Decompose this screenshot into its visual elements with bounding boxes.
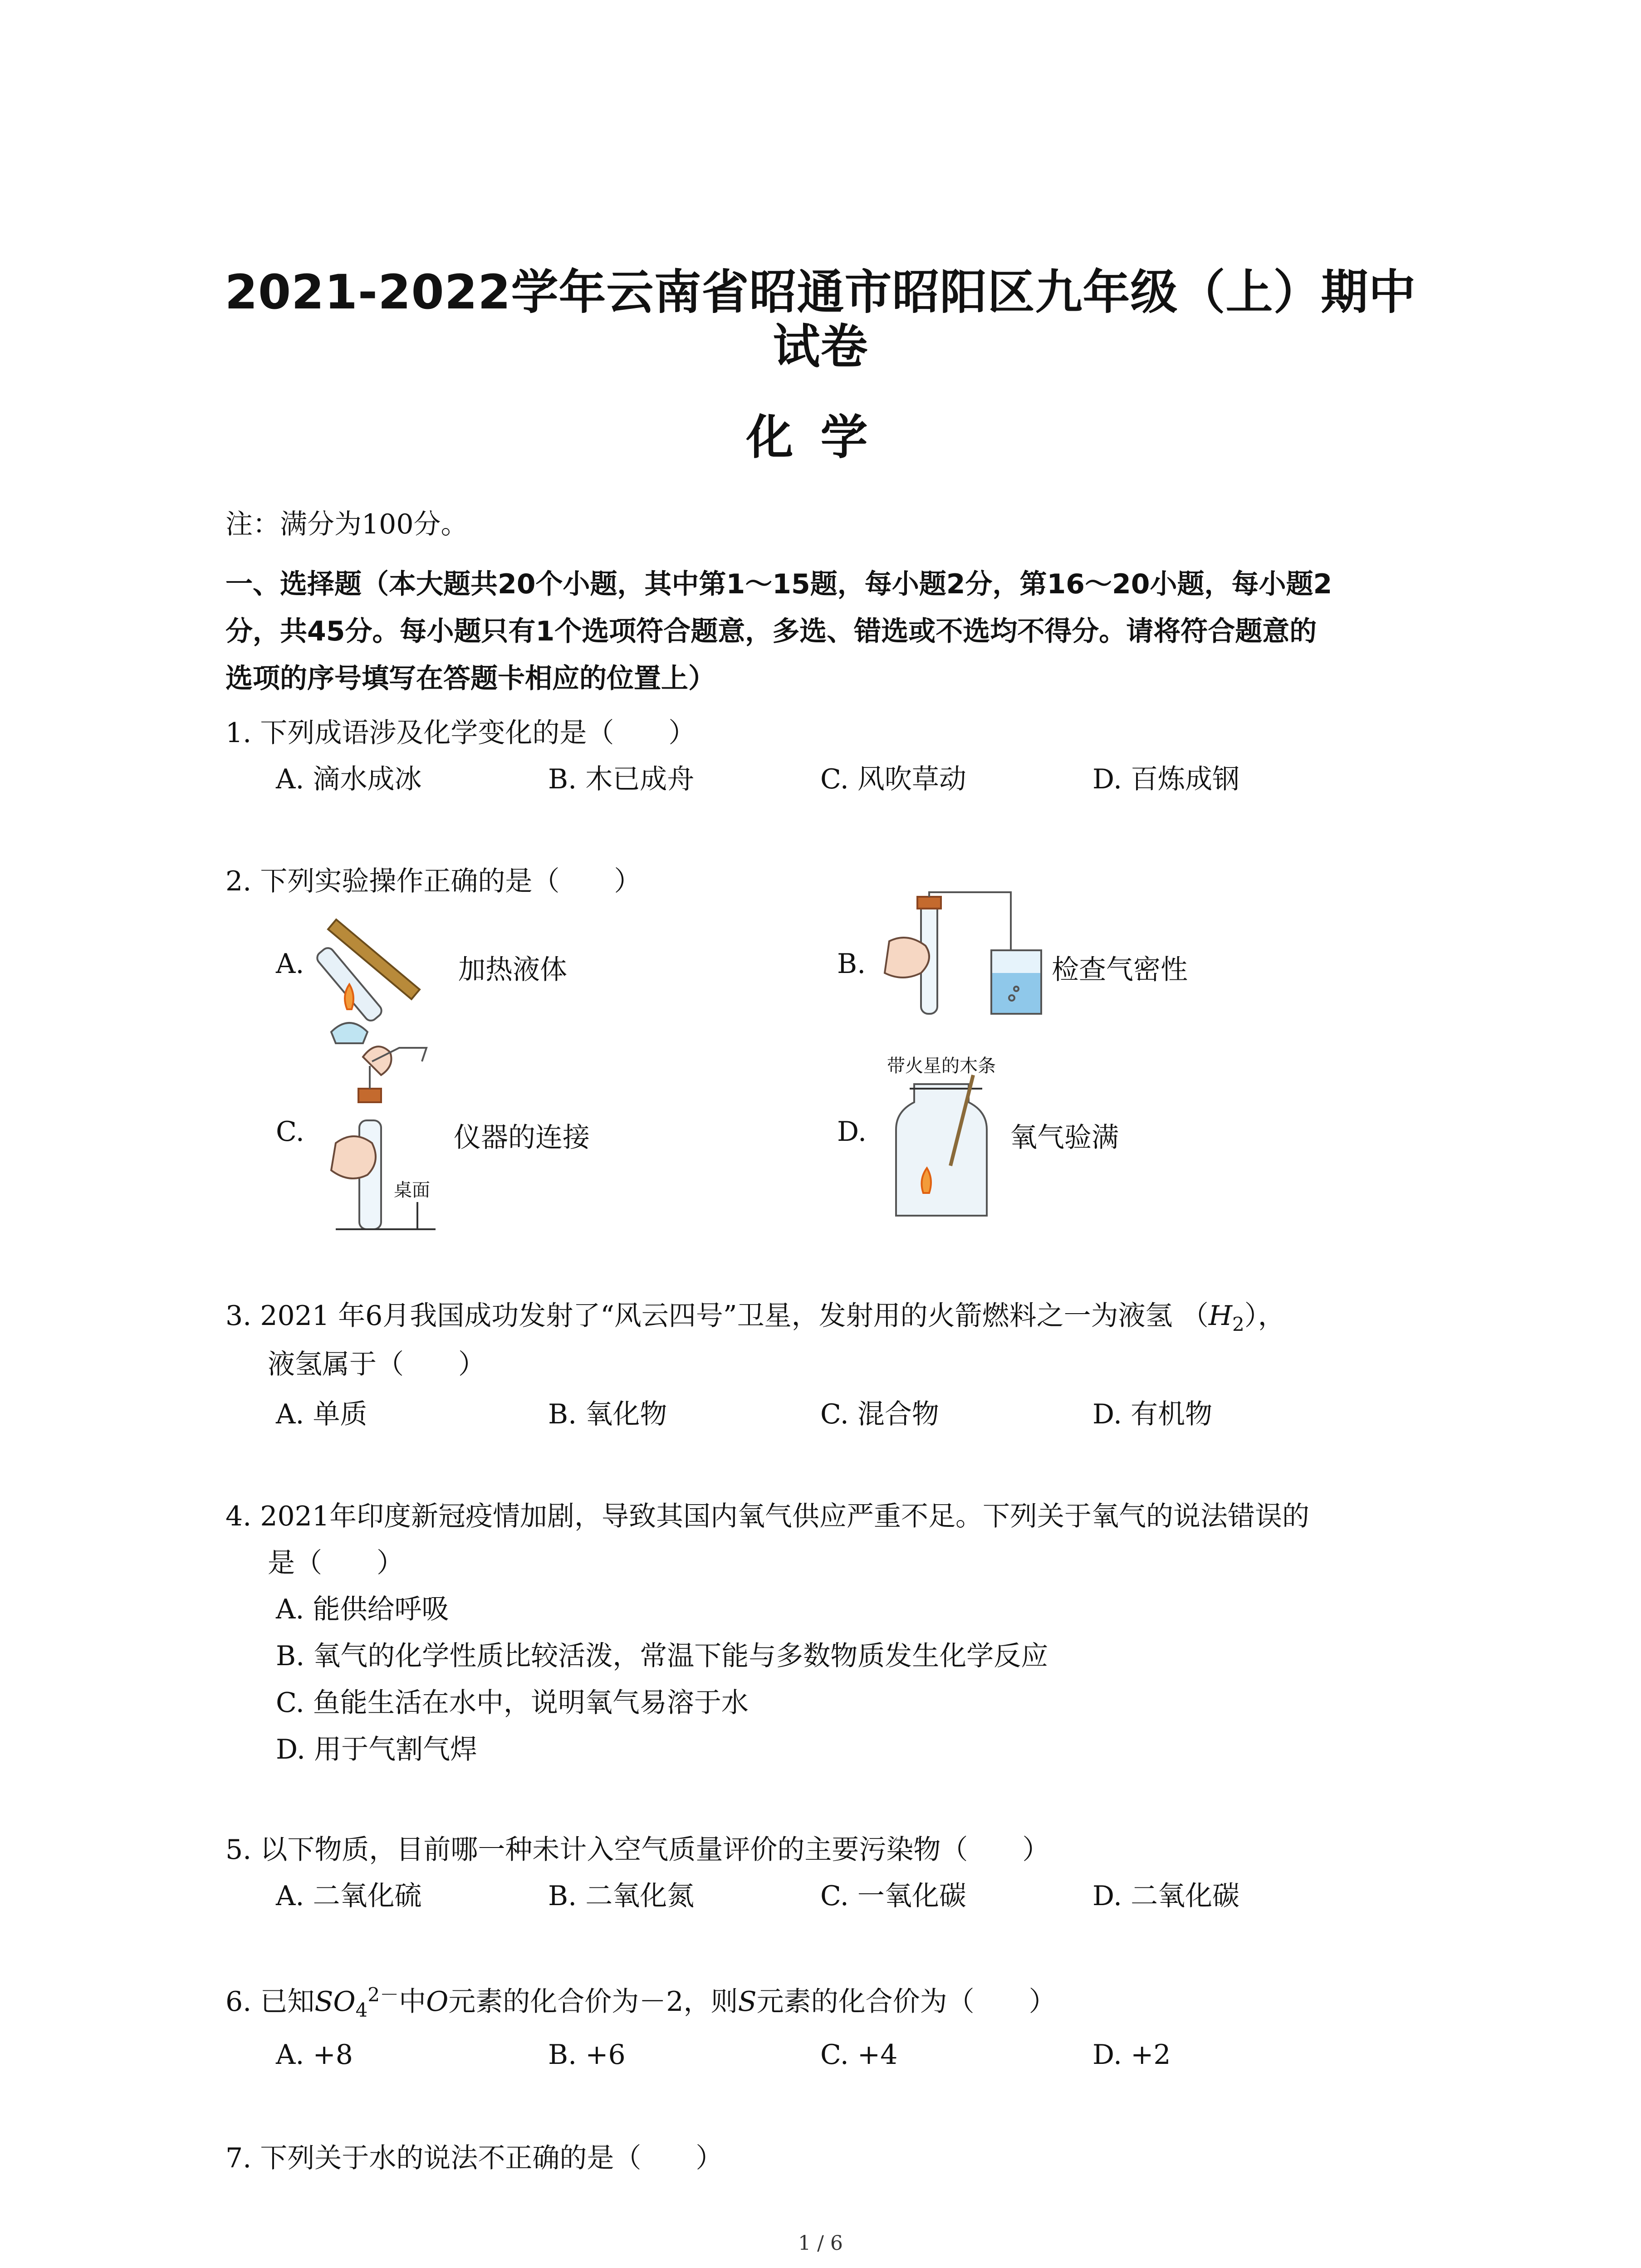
q3-option-a: A. 单质	[276, 1398, 367, 1430]
q3-option-c: C. 混合物	[820, 1398, 939, 1430]
q6-option-c: C. +4	[820, 2039, 898, 2071]
q6-option-a: A. +8	[276, 2039, 353, 2071]
q1-option-b: B. 木已成舟	[548, 763, 695, 795]
q6-stem	[225, 1980, 1056, 2021]
q2-option-c-caption: 仪器的连接	[454, 1122, 590, 1154]
q3-option-b: B. 氧化物	[548, 1398, 667, 1430]
q6-mid2: 元素的化合价为－2，则	[448, 1986, 738, 2018]
exam-title-line2: 试卷	[773, 319, 868, 374]
airtightness-check-icon	[880, 887, 1062, 1023]
q4-stem-line2: 是（ ）	[268, 1547, 404, 1579]
q2-option-b-caption: 检查气密性	[1052, 954, 1188, 986]
q6-ion-base: SO	[314, 1986, 356, 2018]
q6-s-symbol: S	[738, 1986, 757, 2018]
q6-ion-sub: 4	[355, 1999, 368, 2021]
score-note: 注：满分为100分。	[225, 508, 468, 540]
q6-o-symbol: O	[426, 1986, 449, 2018]
section-heading-line2: 分，共45分。每小题只有1个选项符合题意，多选、错选或不选均不得分。请将符合题意的	[225, 616, 1317, 647]
q3-formula-close: ），	[1244, 1300, 1285, 1332]
q5-option-c: C. 一氧化碳	[820, 1880, 966, 1912]
q1-option-c: C. 风吹草动	[820, 763, 966, 795]
q5-option-a: A. 二氧化硫	[276, 1880, 422, 1912]
q7-stem: 7. 下列关于水的说法不正确的是（ ）	[225, 2142, 723, 2174]
q3-formula-open: （	[1181, 1300, 1209, 1332]
q2-option-c-letter: C.	[276, 1116, 304, 1148]
q6-ion-sup: 2－	[367, 1984, 399, 2006]
q5-option-b: B. 二氧化氮	[548, 1880, 695, 1912]
q2-option-d-caption: 氧气验满	[1010, 1122, 1119, 1154]
q6-mid1: 中	[399, 1986, 426, 2018]
q4-option-b: B. 氧气的化学性质比较活泼，常温下能与多数物质发生化学反应	[276, 1640, 1048, 1672]
q2-option-c-table-label: 桌面	[394, 1180, 430, 1201]
q6-suffix: 元素的化合价为（ ）	[756, 1986, 1056, 2018]
q4-option-a: A. 能供给呼吸	[276, 1593, 449, 1625]
q1-option-d: D. 百炼成钢	[1092, 763, 1240, 795]
q1-stem: 1. 下列成语涉及化学变化的是（ ）	[225, 717, 696, 749]
q6-prefix: 6. 已知	[225, 1986, 315, 2018]
q2-option-a-caption: 加热液体	[458, 954, 567, 986]
q2-option-d-letter: D.	[837, 1116, 867, 1148]
q6-option-d: D. +2	[1092, 2039, 1171, 2071]
exam-subject: 化学	[746, 410, 895, 465]
q2-option-d-top-label: 带火星的木条	[887, 1056, 996, 1076]
q3-stem-text: 3. 2021 年6月我国成功发射了“风云四号”卫星，发射用的火箭燃料之一为液氢	[225, 1300, 1173, 1332]
q2-option-a-letter: A.	[276, 948, 304, 980]
section-heading-line3: 选项的序号填写在答题卡相应的位置上）	[225, 663, 715, 694]
q4-stem-line1: 4. 2021年印度新冠疫情加剧，导致其国内氧气供应严重不足。下列关于氧气的说法错误的	[225, 1501, 1310, 1532]
exam-title-line1: 2021-2022学年云南省昭通市昭阳区九年级（上）期中	[225, 264, 1416, 320]
q3-stem-line2: 液氢属于（ ）	[268, 1349, 485, 1380]
section-heading-line1: 一、选择题（本大题共20个小题，其中第1～15题，每小题2分，第16～20小题，每小题2	[225, 568, 1332, 600]
q3-formula-h: H	[1208, 1300, 1233, 1332]
q3-option-d: D. 有机物	[1092, 1398, 1213, 1430]
q4-option-c: C. 鱼能生活在水中，说明氧气易溶于水	[276, 1687, 749, 1719]
q4-option-d: D. 用于气割气焊	[276, 1734, 478, 1765]
q5-stem: 5. 以下物质，目前哪一种未计入空气质量评价的主要污染物（ ）	[225, 1834, 1050, 1866]
q2-stem: 2. 下列实验操作正确的是（ ）	[225, 865, 642, 897]
q3-formula-sub: 2	[1232, 1313, 1244, 1335]
test-tube-heating-icon	[313, 896, 472, 1046]
page-number: 1 / 6	[798, 2232, 843, 2255]
q6-option-b: B. +6	[548, 2039, 626, 2071]
q5-option-d: D. 二氧化碳	[1092, 1880, 1240, 1912]
q1-option-a: A. 滴水成冰	[276, 763, 422, 795]
oxygen-test-jar-icon	[896, 1075, 996, 1225]
q3-stem-line1	[225, 1294, 1285, 1335]
q2-option-b-letter: B.	[837, 948, 866, 980]
